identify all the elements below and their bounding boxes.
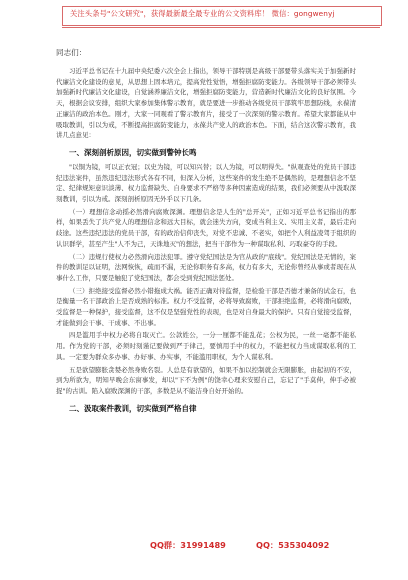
qq-group-text: QQ群：31991489 [150,540,226,550]
section1-paragraph: （三）拒绝接受监督必然小错拖成大祸。能否正确对待监督，是检验干部是否德才兼备的试金石，也是衡量一名干部政治上是否成熟的标准。权力不受监督，必将导致腐败，干部拒绝监督，必将滑向腐败，受监督是一种保护，接受监督，这不仅是坚强党性的表现，也是对自身最大的保护。只有自觉接受监督，才能做到会干事、干成事、不出事。 [56,286,356,327]
section1-paragraph: （一）理想信念动摇必然滑向腐败深渊。理想信念是人生的"总开关"，正如习近平总书记指出的那样，如果丢失了共产党人的理想信念和远大目标，就会迷失方向，变成当利主义、实用主义者，最后走向歧途。这些违纪违法的党员干部，有的政治信仰丧失，对党不忠诚、不老实，如把个人利益凌驾于组织的认识群学，甚至产生"人不为己，天诛地灭"的想法，把当干部作为一种谋取私利、巧取豪夺的手段。 [56,207,356,248]
intro-paragraph: 习近平总书记在十九届中央纪委六次全会上指出，领导干部特别是高级干部要带头落实关于加强新时代廉洁文化建设的意见，从思想上固本培元，提高党性觉悟，增强拒腐防变能力。各级领导干部必须带头加强新时代廉洁文化建设，自觉涵养廉洁文化，增强拒腐防变能力，营造新时代廉洁文化的良好氛围。今天，根据会议安排，组织大家参加集体警示教育，就是要进一步推动各级党员干部筑牢思想防线，永葆清正廉洁的政治本色。刚才，大家一同观看了警示教育片，接受了一次深刻的警示教育。希望大家都能从中吸取教训，引以为戒，不断提高拒腐防变能力，永葆共产党人的政治本色。下面，结合这次警示教育，我讲几点意见： [56,67,356,140]
section1-paragraph: 四是滥用手中权力必将自取灭亡。公款姓公，一分一厘都不能乱花；公权为民，一丝一毫都不能私用。作为党的干部，必须时刻谨记要做到严于律己，要慎用手中的权力，不能把权力当成谋取私利的工具。一定要为群众多办事、办好事、办实事，不能滥用职权，为个人谋私利。 [56,331,356,361]
section1-paragraph: 五是欲望膨胀贪婪必然身败名裂。人总是有欲望的，如果不加以控制就会无限膨胀，由起初的不安，到为所欲为，明知早晚会东窗事发，却以"下不为例"的饶幸心理来安慰自己，忘记了"手莫伸，伸手必被捉"的古训。陷入腐败深渊的干部，多数是从不能洁身自好开始的。 [56,365,356,395]
section-heading-1: 一、深刻剖析原因，切实做到警钟长鸣 [69,147,197,157]
banner-text: 关注头条号"公文研究"，获得最新最全最专业的公文资料库！ 微信：gongwenyj [70,9,335,18]
top-banner [0,6,408,32]
document-body [56,47,356,418]
section1-paragraph: "以铜为镜，可以正衣冠；以史为镜，可以知兴替；以人为镜，可以明得失。"纵观查处的党员干部违纪违法案件，虽然违纪违法形式各有不同，但深入分析，这些案件的发生绝不是偶然的，是理想信念不坚定、纪律规矩意识淡薄、权力监督缺失、自身要求不严格等多种因素造成的结果，我们必须要从中汲取深刻教训，引以为戒。深刻剖析原因无外乎以下几条。 [56,162,356,204]
section1-paragraph: （二）违规行使权力必然滑向违法犯罪。遵守党纪国法是为官从政的"底线"。党纪国法是无情的，案件的教训足以证明，法网恢恢，疏而不漏，无论你职务有多高，权力有多大，无论你曾经从事或者现在从事什么工作，只要是触犯了党纪国法，都会受到党纪国法惩处。 [56,252,356,282]
section-heading-2: 二、汲取案件教训，切实做到严格自律 [69,403,197,413]
footer-contact [0,540,408,556]
qq-number-text: QQ：535304092 [256,540,330,550]
greeting: 同志们： [56,48,87,57]
banner-divider [62,27,380,28]
